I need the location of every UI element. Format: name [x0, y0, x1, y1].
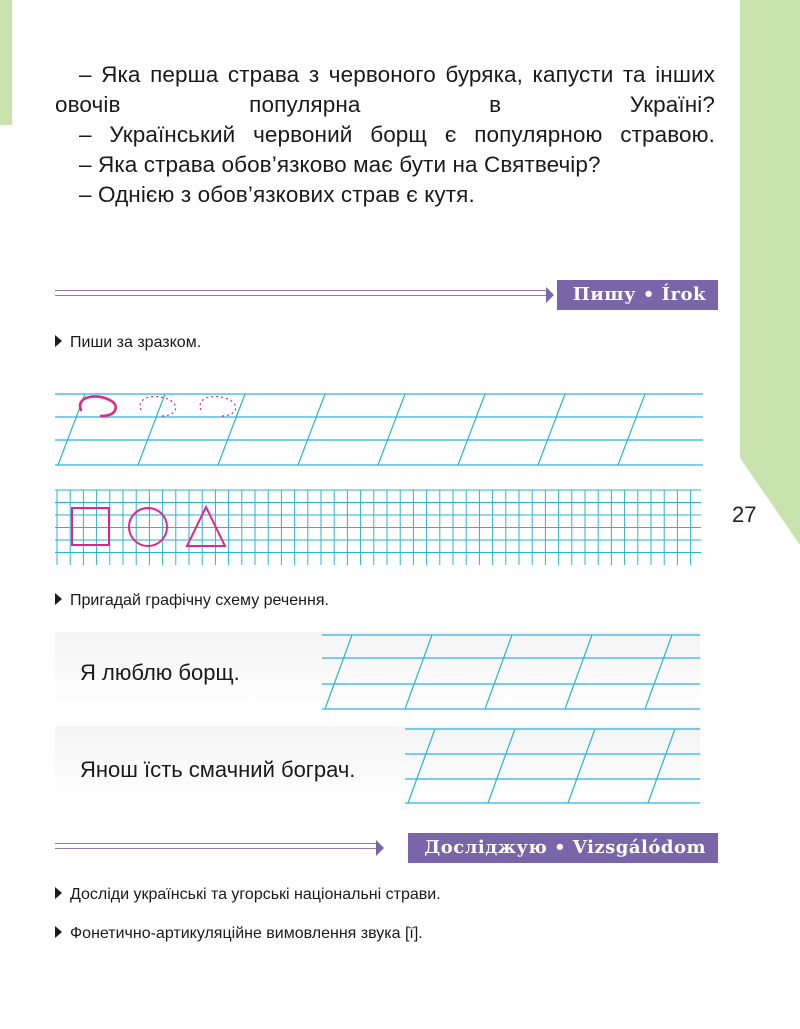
page-number: 27	[732, 502, 757, 527]
sentence-scheme-lines	[322, 632, 702, 712]
bullet-icon	[55, 593, 62, 605]
sentence-text: Я люблю борщ.	[80, 660, 240, 685]
shapes-grid	[55, 488, 705, 568]
dialogue-line: – Український червоний борщ є популярною стравою.	[79, 122, 715, 147]
sentence-scheme-lines	[405, 726, 702, 806]
margin-strip	[0, 0, 12, 125]
instruction-text: Пригадай графічну схему речення.	[70, 592, 329, 609]
task-item	[55, 925, 423, 943]
section-label-research: Досліджую • Vizsgálódom	[408, 833, 718, 863]
handwriting-lines	[55, 390, 705, 470]
page-tab	[740, 0, 800, 560]
task-text: Фонетично-артикуляційне вимовлення звука [ї].	[70, 925, 423, 942]
instruction-text: Пиши за зразком.	[70, 334, 202, 351]
section-header-research	[55, 833, 718, 863]
section-header-write	[55, 280, 718, 310]
section-label-write: Пишу • Írok	[557, 280, 718, 310]
task-item	[55, 886, 441, 904]
square-shape	[72, 508, 109, 545]
sentence-text: Янош їсть смачний бограч.	[80, 757, 356, 782]
instruction-write	[55, 334, 201, 352]
bullet-icon	[55, 926, 62, 938]
instruction-scheme	[55, 592, 329, 610]
bullet-icon	[55, 887, 62, 899]
bullet-icon	[55, 335, 62, 347]
task-text: Досліди українські та угорські національні страви.	[70, 886, 441, 903]
dialogue-line: – Яка перша страва з червоного буряка, капусти та інших овочів популярна в Україні?	[55, 62, 715, 117]
dialogue-text	[55, 60, 715, 210]
dialogue-line: – Яка страва обов’язково має бути на Святвечір?	[79, 152, 601, 177]
dialogue-line: – Однією з обов’язкових страв є кутя.	[79, 182, 475, 207]
